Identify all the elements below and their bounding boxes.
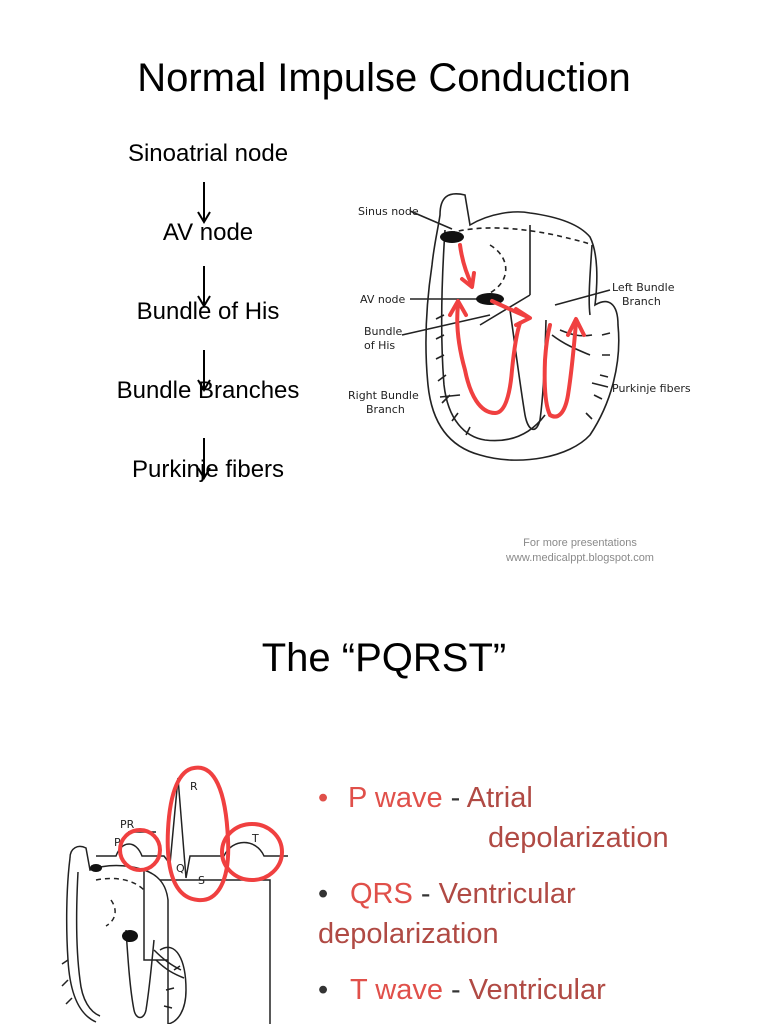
- ecg-label-q: Q: [176, 862, 185, 875]
- bullet-dot: •: [318, 974, 329, 1006]
- bullet-dot: •: [318, 878, 329, 910]
- label-bundle-of-his-1: Bundle: [364, 325, 403, 338]
- slide-title: Normal Impulse Conduction: [137, 56, 631, 100]
- label-left-bundle-1: Left Bundle: [612, 281, 675, 294]
- bullet-desc-cont: depolarization: [318, 918, 499, 950]
- bullet-p-wave: [318, 778, 758, 858]
- bullet-desc: Ventricular: [438, 878, 576, 910]
- step-purkinje-fibers: Purkinje fibers: [131, 456, 285, 483]
- bullet-qrs: [318, 874, 758, 954]
- label-right-bundle-2: Branch: [366, 403, 405, 416]
- bullet-desc-cont: depolarization: [488, 822, 669, 854]
- footer-credit: [480, 536, 680, 566]
- step-bundle-of-his: Bundle of His: [136, 298, 280, 325]
- footer-line-2: www.medicalppt.blogspot.com: [506, 552, 654, 564]
- down-arrow-icon: [197, 182, 211, 224]
- bullet-dot: •: [318, 782, 329, 814]
- bullet-separator: -: [442, 782, 467, 814]
- step-av-node: AV node: [162, 219, 254, 246]
- footer-line-1: For more presentations: [523, 537, 637, 549]
- label-av-node: AV node: [360, 293, 406, 306]
- down-arrow-icon: [197, 350, 211, 392]
- down-arrow-icon: [197, 438, 211, 480]
- label-left-bundle-2: Branch: [622, 295, 661, 308]
- pqrst-bullet-list: [318, 778, 758, 1026]
- ecg-label-pr: PR: [120, 818, 135, 831]
- step-sinoatrial-node: Sinoatrial node: [127, 140, 289, 167]
- bullet-separator: -: [442, 974, 469, 1006]
- step-bundle-branches: Bundle Branches: [116, 377, 300, 404]
- bullet-desc: Atrial: [466, 782, 533, 814]
- label-sinus-node: Sinus node: [358, 205, 419, 218]
- ecg-heart-diagram: [56, 760, 296, 1024]
- bullet-term: P wave: [348, 782, 443, 814]
- slide-title: The “PQRST”: [261, 636, 507, 680]
- label-bundle-of-his-2: of His: [364, 339, 396, 352]
- heart-conduction-diagram: [340, 185, 720, 475]
- label-right-bundle-1: Right Bundle: [348, 389, 419, 402]
- bullet-t-wave: [318, 970, 758, 1010]
- slide-pqrst: [0, 600, 768, 1024]
- bullet-term: T wave: [350, 974, 443, 1006]
- down-arrow-icon: [197, 266, 211, 308]
- ecg-label-r: R: [190, 780, 198, 793]
- ecg-label-t: T: [252, 832, 259, 845]
- bullet-term: QRS: [350, 878, 413, 910]
- ecg-label-p: P: [114, 836, 121, 849]
- bullet-desc: Ventricular: [468, 974, 606, 1006]
- ecg-label-s: S: [198, 874, 205, 887]
- label-purkinje: Purkinje fibers: [612, 382, 691, 395]
- bullet-separator: -: [412, 878, 439, 910]
